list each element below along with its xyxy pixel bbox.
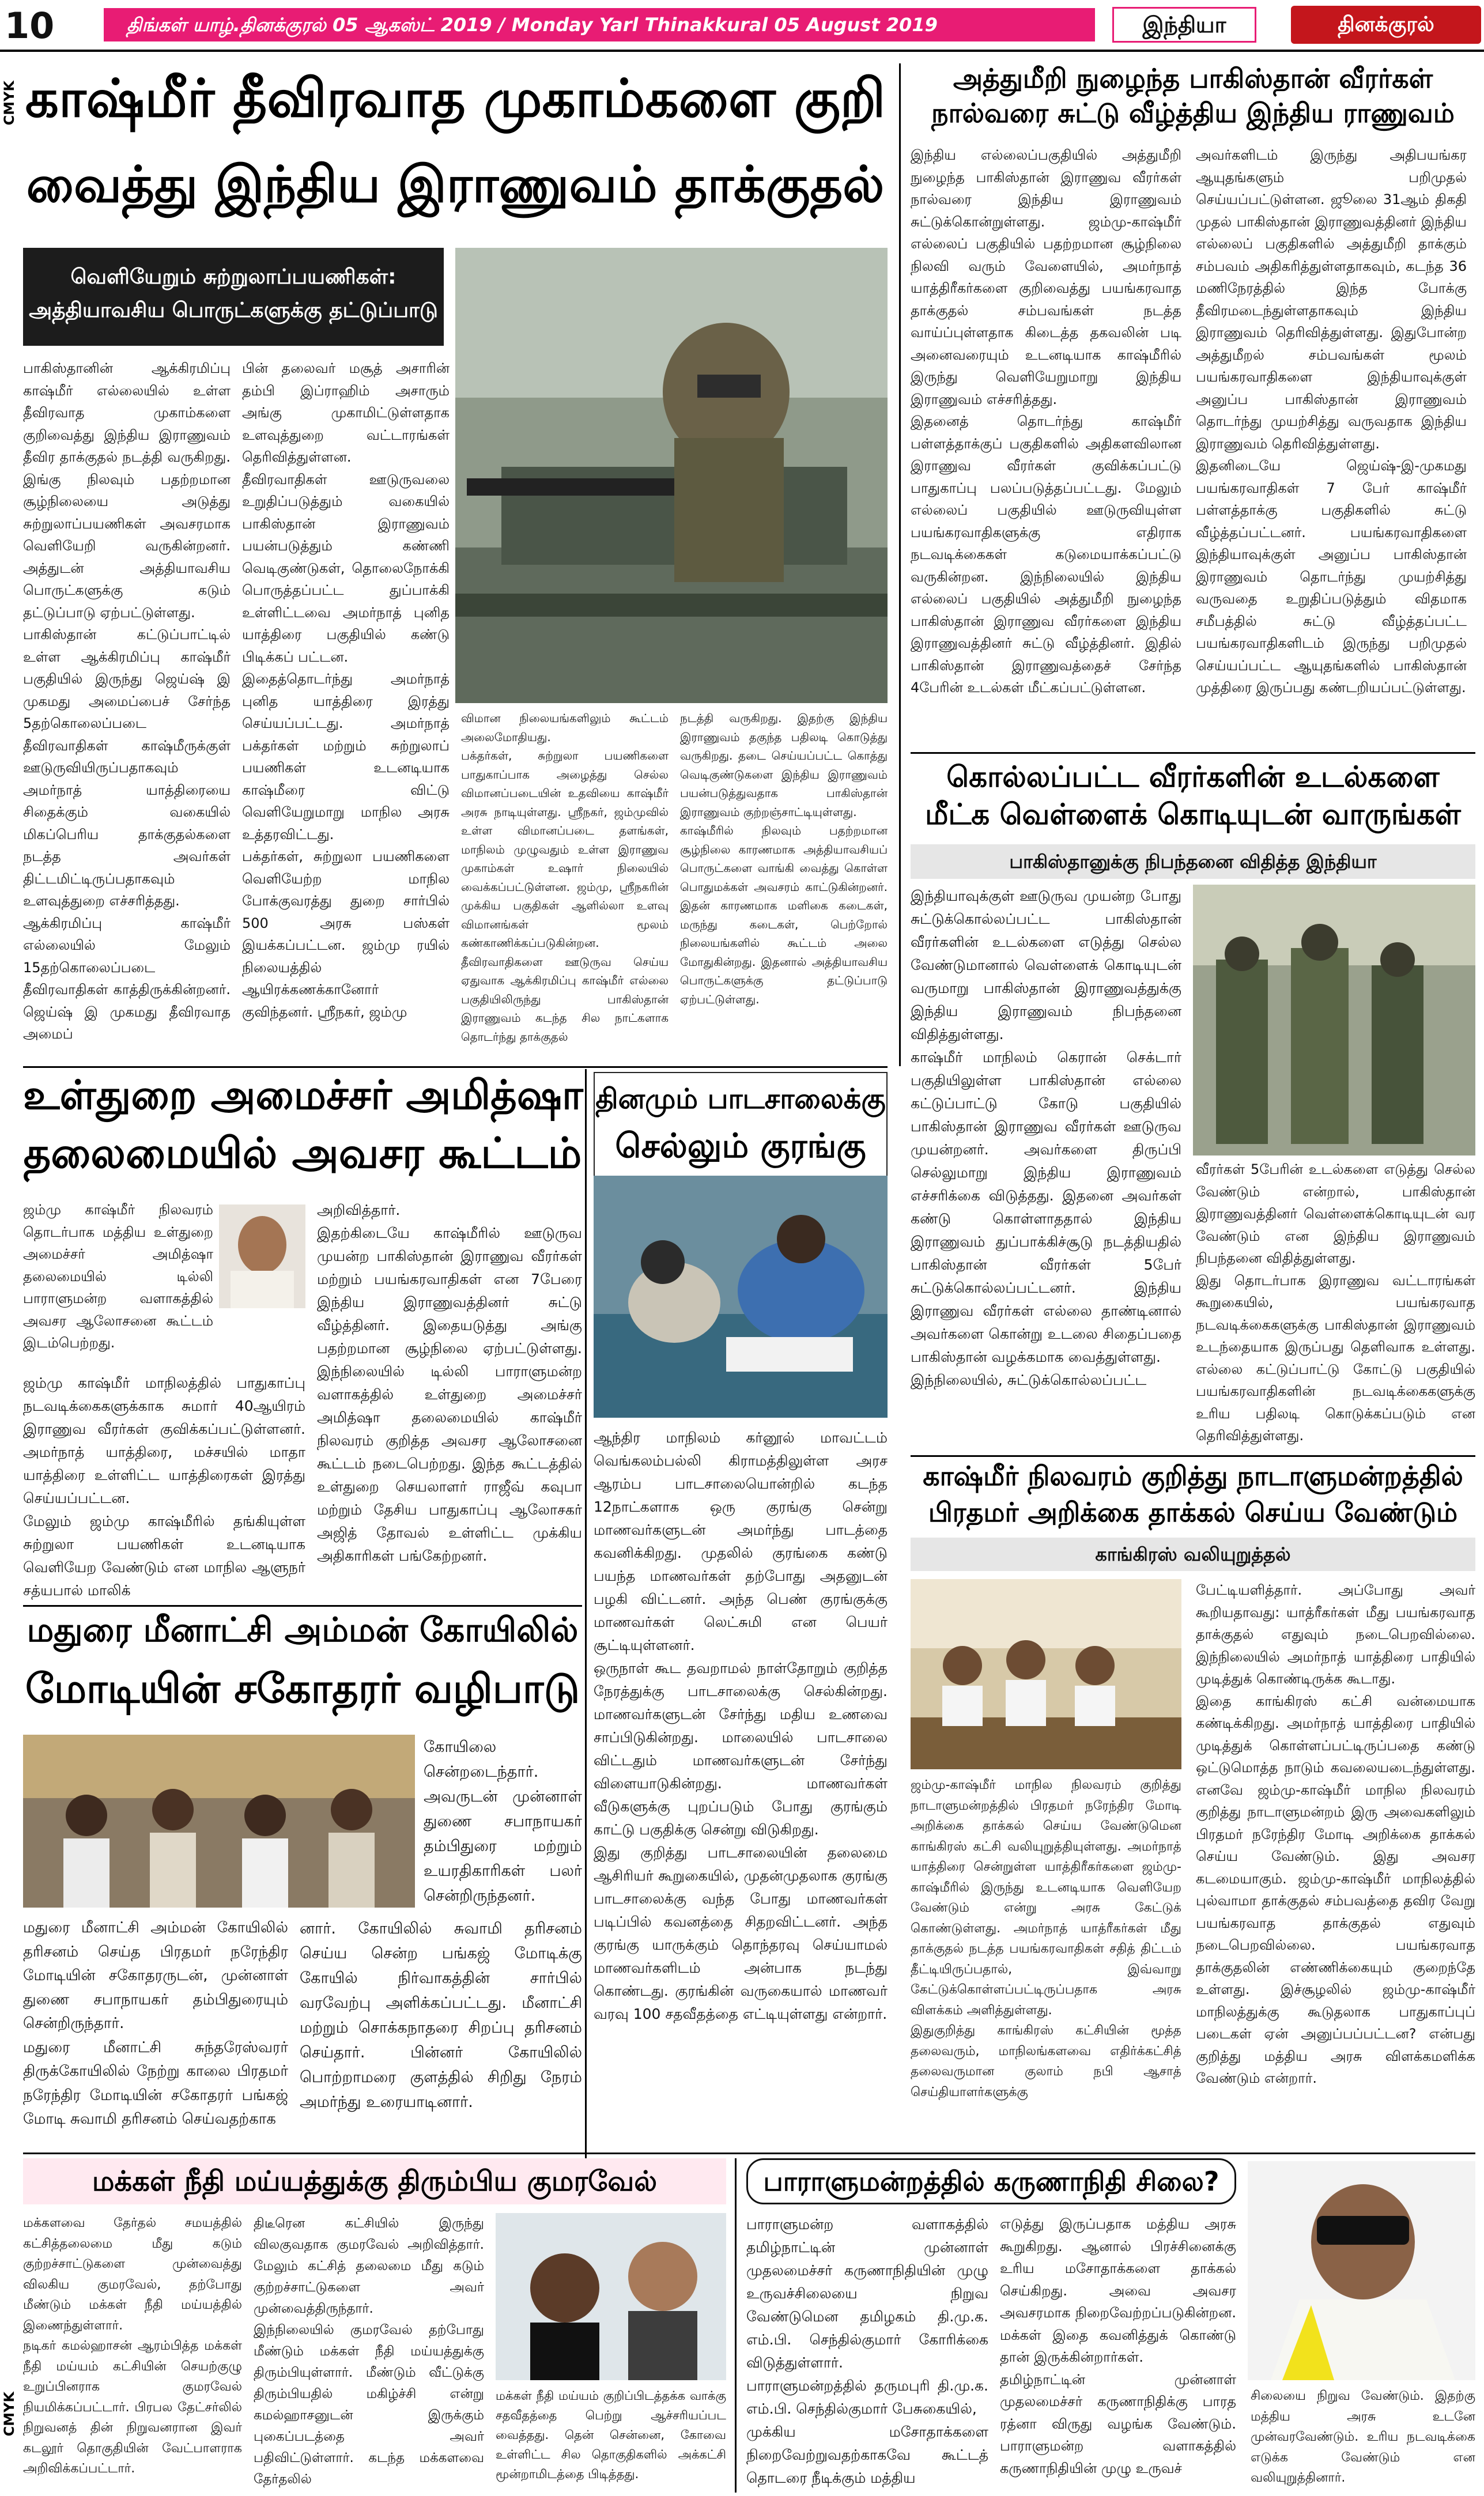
section-rule: [911, 1455, 1475, 1457]
lead-body-col2: பின் தலைவர் மசூத் அசாரின் தம்பி இப்ராஹிம் அசாரும் அங்கு முகாமிட்டுள்ளதாக உளவுத்துறை வட்டாரங்கள் தெரிவித்துள்ளன. தீவிரவாதிகள் ஊடுருவலை உறுதிப்படுத்தும் வகையில் பாகிஸ்தான் இராணுவம் பயன்படுத்தும் கண்ணி வெடிகுண்டுகள், தொலைநோக்கி பொருத்தப்பட்ட துப்பாக்கி உள்ளிட்டவை அமர்நாத் புனித யாத்திரை பகுதியில் கண்டு பிடிக்கப் பட்டன. இதைத்தொடர்ந்து அமர்நாத் புனித யாத்திரை இரத்து செய்யப்பட்டது. அமர்நாத் பக்தர்கள் மற்றும் சுற்றுலாப் பயணிகள் உடனடியாக காஷ்மீரை விட்டு வெளியேறுமாறு மாநில அரசு உத்தரவிட்டது. பக்தர்கள், சுற்றுலா பயணிகளை வெளியேற்ற மாநில போக்குவரத்து துறை சார்பில் 500 அரசு பஸ்கள் இயக்கப்பட்டன. ஜம்மு ரயில் நிலையத்தில் ஆயிரக்கணக்கானோர் குவிந்தனர். ஸ்ரீநகர், ஜம்மு: [242, 360, 450, 1020]
lead-body-col1: பாகிஸ்தானின் ஆக்கிரமிப்பு காஷ்மீர் எல்லையில் உள்ள தீவிரவாத முகாம்களை குறிவைத்து இந்திய இராணுவம் தீவிர தாக்குதல் நடத்தி வருகிறது. இங்கு நிலவும் பதற்றமான சூழ்நிலையை அடுத்து சுற்றுலாப்பயணிகள் அவசரமாக வெளியேறி வருகின்றனர். அத்துடன் அத்தியாவசிய பொருட்களுக்கு கடும் தட்டுப்பாடு ஏற்பட்டுள்ளது. பாகிஸ்தான் கட்டுப்பாட்டில் உள்ள ஆக்கிரமிப்பு காஷ்மீர் பகுதியில் இருந்து ஜெய்ஷ் இ முகமது அமைப்பைச் சேர்ந்த 5தற்கொலைப்படை தீவிரவாதிகள் காஷ்மீருக்குள் ஊடுருவியிருப்பதாகவும் அமர்நாத் யாத்திரையை சிதைக்கும் வகையில் மிகப்பெரிய தாக்குதல்களை நடத்த அவர்கள் திட்டமிட்டிருப்பதாகவும் உளவுத்துறை எச்சரித்தது. ஆக்கிரமிப்பு காஷ்மீர் எல்லையில் மேலும் 15தற்கொலைப்படை தீவிரவாதிகள் காத்திருக்கின்றனர். ஜெய்ஷ் இ முகமது தீவிரவாத அமைப்: [23, 360, 231, 1042]
infiltration-body-col2: அவர்களிடம் இருந்து அதிபயங்கர ஆயுதங்களும் பறிமுதல் செய்யப்பட்டுள்ளன. ஜூலை 31ஆம் திகதி முதல் பாகிஸ்தான் இராணுவத்தினர் இந்திய எல்லைப் பகுதிகளில் அத்துமீறி தாக்கும் சம்பவம் அதிகரித்துள்ளதாகவும், கடந்த 36 மணிநேரத்தில் இந்த போக்கு தீவிரமடைந்துள்ளதாகவும் இந்திய இராணுவம் தெரிவித்துள்ளது. இதுபோன்ற அத்துமீறல் சம்பவங்கள் மூலம் பயங்கரவாதிகளை இந்தியாவுக்குள் அனுப்ப பாகிஸ்தான் இராணுவம் தொடர்ந்து முயற்சித்து வருவதாக இந்திய இராணுவம் தெரிவித்துள்ளது. இதனிடையே ஜெய்ஷ்-இ-முகமது பயங்கரவாதிகள் 7 பேர் காஷ்மீர் பள்ளத்தாக்கு பகுதிகளில் சுட்டு வீழ்த்தப்பட்டனர். பயங்கரவாதிகளை இந்தியாவுக்குள் அனுப்ப பாகிஸ்தான் இராணுவம் தொடர்ந்து முயற்சித்து வருவதை உறுதிப்படுத்தும் விதமாக சமீபத்தில் சுட்டு வீழ்த்தப்பட்ட பயங்கரவாதிகளிடம் இருந்து பறிமுதல் செய்யப்பட்ட ஆயுதங்களில் பாகிஸ்தான் முத்திரை இருப்பது கண்டறியப்பட்டுள்ளது.: [1196, 147, 1467, 696]
newspaper-logo: தினக்குரல்: [1291, 6, 1481, 44]
pankaj-modi-temple-photo: [23, 1735, 415, 1908]
karunanidhi-photo: [1248, 2161, 1475, 2380]
bodies-headline-line2: மீட்க வெள்ளைக் கொடியுடன் வாருங்கள்: [925, 798, 1461, 831]
madurai-body-right: கோயிலை சென்றடைந்தார். அவருடன் முன்னாள் துணை சபாநாயகர் தம்பிதுரை மற்றும் உயரதிகாரிகள் பலர் சென்றிருந்தனர்.: [424, 1738, 582, 1905]
lead-kicker-line1: வெளியேறும் சுற்றுலாப்பயணிகள்:: [70, 265, 397, 289]
lead-headline-line2: வைத்து இந்திய இராணுவம் தாக்குதல்: [26, 155, 885, 214]
statue-headline: பாராளுமன்றத்தில் கருணாநிதி சிலை?: [763, 2166, 1219, 2197]
meeting-headline-line2: தலைமையில் அவசர கூட்டம்: [23, 1129, 582, 1178]
soldier-photo: [455, 248, 888, 703]
page-number: 10: [5, 5, 55, 47]
lead-body-col3: விமான நிலையங்களிலும் கூட்டம் அலைமோதியது. பக்தர்கள், சுற்றுலா பயணிகளை பாதுகாப்பாக அழைத்து செல்ல விமானப்படையின் உதவியை காஷ்மீர் அரசு நாடியுள்ளது. ஸ்ரீநகர், ஜம்முவில் உள்ள விமானப்படை தளங்கள், மாநிலம் முழுவதும் உள்ள இராணுவ முகாம்கள் உஷார் நிலையில் வைக்கப்பட்டுள்ளன. ஜம்மு, ஸ்ரீநகரின் முக்கிய பகுதிகள் ஆளில்லா உளவு விமானங்கள் மூலம் கண்காணிக்கப்படுகின்றன. தீவிரவாதிகளை ஊடுருவ செய்ய ஏதுவாக ஆக்கிரமிப்பு காஷ்மீர் எல்லை பகுதியிலிருந்து பாகிஸ்தான் இராணுவம் கடந்த சில நாட்களாக தொடர்ந்து தாக்குதல்: [461, 711, 669, 1044]
statement-headline-line2: பிரதமர் அறிக்கை தாக்கல் செய்ய வேண்டும்: [928, 1497, 1458, 1528]
monkey-story: [594, 1072, 888, 2150]
madurai-headline-line1: மதுரை மீனாட்சி அம்மன் கோயிலில்: [27, 1610, 579, 1649]
monkey-headline-line2: செல்லும் குரங்கு: [615, 1126, 866, 1166]
meeting-body-col2: அறிவித்தார். இதற்கிடையே காஷ்மீரில் ஊடுருவ முயன்ற பாகிஸ்தான் இராணுவ வீரர்கள் மற்றும் பயங்கரவாதிகள் என 7பேரை இந்திய இராணுவத்தினர் சுட்டு வீழ்த்தினர். இதையடுத்து அங்கு பதற்றமான சூழ்நிலை ஏற்பட்டுள்ளது. இந்நிலையில் டில்லி பாராளுமன்ற வளாகத்தில் உள்துறை அமைச்சர் அமித்ஷா தலைமையில் காஷ்மீர் நிலவரம் குறித்த அவசர ஆலோசனை கூட்டம் நடைபெற்றது. இந்த கூட்டத்தில் உள்துறை செயலாளர் ராஜீவ் கவுபா மற்றும் தேசிய பாதுகாப்பு ஆலோசகர் அஜித் தோவல் உள்ளிட்ட முக்கிய அதிகாரிகள் பங்கேற்றனர்.: [317, 1202, 582, 1564]
infiltration-headline-line1: அத்துமீறி நுழைந்த பாகிஸ்தான் வீரர்கள்: [953, 63, 1433, 94]
meeting-headline-line1: உள்துறை அமைச்சர் அமித்ஷா: [23, 1071, 583, 1119]
kumaravel-headline-box: [23, 2158, 726, 2204]
monkey-headline-line1: தினமும் பாடசாலைக்கு: [595, 1083, 886, 1115]
meeting-body-col1-bottom: ஜம்மு காஷ்மீர் மாநிலத்தில் பாதுகாப்பு நடவடிக்கைகளுக்காக சுமார் 40ஆயிரம் இராணுவ வீரர்கள் குவிக்கப்பட்டுள்ளனர். அமர்நாத் யாத்திரை, மச்சயில் மாதா யாத்திரை உள்ளிட்ட யாத்திரைகள் இரத்து செய்யப்பட்டன. மேலும் ஜம்மு காஷ்மீரில் தங்கியுள்ள சுற்றுலா பயணிகள் உடனடியாக வெளியேற வேண்டும் என மாநில ஆளுநர் சத்யபால் மாலிக்: [23, 1375, 305, 1599]
madurai-headline-line2: மோடியின் சகோதரர் வழிபாடு: [25, 1665, 580, 1712]
amit-shah-photo: [219, 1204, 305, 1308]
kumaravel-body-col1: மக்களவை தேர்தல் சமயத்தில் கட்சித்தலைமை மீது கடும் குற்றச்சாட்டுகளை முன்வைத்து விலகிய குமரவேல், தற்போது மீண்டும் மக்கள் நீதி மய்யத்தில் இணைந்துள்ளார். நடிகர் கமல்ஹாசன் ஆரம்பித்த மக்கள் நீதி மய்யம் கட்சியின் செயற்குழு உறுப்பினராக குமரவேல் நியமிக்கப்பட்டார். பிரபல தேட்சர்லில் நிறுவனத் தின் நிறுவனரான இவர் கடலூர் தொகுதியின் வேட்பாளராக அறிவிக்கப்பட்டார்.: [23, 2216, 242, 2476]
lead-kicker-box: [23, 248, 444, 346]
section-rule: [911, 752, 1475, 754]
infiltration-body-col1: இந்திய எல்லைப்பகுதியில் அத்துமீறி நுழைந்த பாகிஸ்தான் இராணுவ வீரர்கள் நால்வரை இந்திய இராணுவம் சுட்டுக்கொன்றுள்ளது. ஜம்மு-காஷ்மீர் எல்லைப் பகுதியில் பதற்றமான சூழ்நிலை நிலவி வரும் வேளையில், அமர்நாத் யாத்திரீகர்களை குறிவைத்து பயங்கரவாத தாக்குதல் சம்பவங்கள் நடத்த வாய்ப்புள்ளதாக கிடைத்த தகவலின் படி அனைவரையும் உடனடியாக காஷ்மீரில் இருந்து வெளியேறுமாறு இந்திய இராணுவம் எச்சரித்தது. இதனைத் தொடர்ந்து காஷ்மீர் பள்ளத்தாக்குப் பகுதிகளில் அதிகளவிலான இராணுவ வீரர்கள் குவிக்கப்பட்டு பாதுகாப்பு பலப்படுத்தப்பட்டது. மேலும் எல்லைப் பகுதியில் ஊடுருவியுள்ள பயங்கரவாதிகளுக்கு எதிராக நடவடிக்கைகள் கடுமையாக்கப்பட்டு வருகின்றன. இந்நிலையில் இந்திய எல்லைப் பகுதியில் அத்துமீறி நுழைந்த பாகிஸ்தான் இராணுவ வீரர்களை இந்திய இராணுவத்தினர் சுட்டு வீழ்த்தினர். இதில் பாகிஸ்தான் இராணுவத்தைச் சேர்ந்த 4பேரின் உடல்கள் மீட்கப்பட்டுள்ளன.: [911, 147, 1181, 696]
bottom-band-rule: [23, 2153, 1475, 2154]
section-rule: [23, 1605, 582, 1607]
meeting-body-col1-top: ஜம்மு காஷ்மீர் நிலவரம் தொடர்பாக மத்திய உள்துறை அமைச்சர் அமித்ஷா தலைமையில் டில்லி பாராளுமன்ற வளாகத்தில் அவசர ஆலோசனை கூட்டம் இடம்பெற்றது.: [23, 1202, 213, 1351]
soldiers-photo: [1193, 885, 1475, 1156]
date-line: திங்கள் யாழ்.தினக்குரல் 05 ஆகஸ்ட் 2019 / Monday Yarl Thinakkural 05 August 2019: [104, 8, 1095, 41]
kumaravel-kamal-photo: [496, 2213, 726, 2380]
madurai-body-col1: மதுரை மீனாட்சி அம்மன் கோயிலில் தரிசனம் செய்த பிரதமர் நரேந்திர மோடியின் சகோதரருடன், முன்னாள் துணை சபாநாயகர் தம்பிதுரையும் சென்றிருந்தார். மதுரை மீனாட்சி சுந்தரேஸ்வரர் திருக்கோயிலில் நேற்று காலை பிரதமர் நரேந்திர மோடியின் சகோதரர் பங்கஜ் மோடி சுவாமி தரிசனம் செய்வதற்காக: [23, 1919, 288, 2128]
statement-body-col1: ஜம்மு-காஷ்மீர் மாநில நிலவரம் குறித்து நாடாளுமன்றத்தில் பிரதமர் நரேந்திர மோடி அறிக்கை தாக்கல் செய்ய வேண்டுமென காங்கிரஸ் கட்சி வலியுறுத்தியுள்ளது. அமர்நாத் யாத்திரை சென்றுள்ள யாத்திரீகர்களை ஜம்மு-காஷ்மீரில் இருந்து உடனடியாக வெளியேற வேண்டும் என்று அரசு கேட்டுக் கொண்டுள்ளது. அமர்நாத் யாத்ரீகர்கள் மீது தாக்குதல் நடத்த பயங்கரவாதிகள் சதித் திட்டம் தீட்டியிருப்பதால், இவ்வாறு கேட்டுக்கொள்ளப்பட்டிருப்பதாக அரசு விளக்கம் அளித்துள்ளது. இதுகுறித்து காங்கிரஸ் கட்சியின் மூத்த தலைவரும், மாநிலங்களவை எதிர்க்கட்சித் தலைவருமான குலாம் நபி ஆசாத் செய்தியாளர்களுக்கு: [911, 1778, 1181, 2099]
column-rule-main: [899, 63, 901, 1066]
masthead: [0, 0, 1484, 47]
bodies-subhead: பாகிஸ்தானுக்கு நிபந்தனை விதித்த இந்தியா: [911, 844, 1475, 879]
column-rule: [735, 2158, 737, 2493]
statue-headline-box: [746, 2158, 1236, 2204]
monkey-classroom-photo: [594, 1176, 888, 1418]
statue-body-col3: சிலையை நிறுவ வேண்டும். இதற்கு மத்திய அரசு உடனே முன்வரவேண்டும். உரிய நடவடிக்கை எடுக்க வேண்டும் என வலியுறுத்தினார்.: [1251, 2389, 1475, 2485]
section-rule: [23, 1066, 888, 1068]
kumaravel-body-col2: திடீரென கட்சியில் இருந்து விலகுவதாக குமரவேல் அறிவித்தார். மேலும் கட்சித் தலைமை மீது கடும் குற்றச்சாட்டுகளை அவர் முன்வைத்திருந்தார். இந்நிலையில் குமரவேல் தற்போது மீண்டும் மக்கள் நீதி மய்யத்துக்கு திரும்பியுள்ளார். மீண்டும் வீட்டுக்கு திரும்பியதில் மகிழ்ச்சி என்று கமல்ஹாசனுடன் இருக்கும் புகைப்படத்தை அவர் பதிவிட்டுள்ளார். கடந்த மக்களவை தேர்தலில்: [254, 2216, 484, 2487]
statement-headline-line1: காஷ்மீர் நிலவரம் குறித்து நாடாளுமன்றத்தில்: [923, 1460, 1463, 1491]
congress-press-photo: [911, 1579, 1181, 1769]
statue-body-col2: எடுத்து இருப்பதாக மத்திய அரசு கூறுகிறது. ஆனால் பிரச்சினைக்கு உரிய மசோதாக்களை தாக்கல் செய்கிறது. அவை அவசர அவசரமாக நிறைவேற்றப்படுகின்றன. மக்கள் இதை கவனித்துக் கொண்டு தான் இருக்கின்றார்கள். தமிழ்நாட்டின் முன்னாள் முதலமைச்சர் கருணாநிதிக்கு பாரத ரத்னா விருது வழங்க வேண்டும். பாராளுமன்ற வளாகத்தில் கருணாநிதியின் முழு உருவச்: [1000, 2216, 1236, 2476]
section-label: இந்தியா: [1112, 7, 1256, 43]
masthead-rule: [0, 50, 1484, 52]
column-rule: [585, 1069, 587, 2164]
cmyk-mark-bottom: CMYK: [1, 2392, 17, 2437]
lead-kicker-line2: அத்தியாவசிய பொருட்களுக்கு தட்டுப்பாடு: [29, 299, 438, 322]
kumaravel-headline: மக்கள் நீதி மய்யத்துக்கு திரும்பிய குமரவேல்: [92, 2165, 658, 2197]
statement-subhead: காங்கிரஸ் வலியுறுத்தல்: [911, 1538, 1475, 1571]
kumaravel-body-col3: மக்கள் நீதி மய்யம் குறிப்பிடத்தக்க வாக்கு சதவீதத்தை பெற்று ஆச்சரியப்பட வைத்தது. தென் சென்னை, கோவை உள்ளிட்ட சில தொகுதிகளில் அக்கட்சி மூன்றாமிடத்தை பிடித்தது.: [496, 2389, 726, 2481]
monkey-body: ஆந்திர மாநிலம் கர்னூல் மாவட்டம் வெங்கலம்பல்லி கிராமத்திலுள்ள அரச ஆரம்ப பாடசாலையொன்றில் கடந்த 12நாட்களாக ஒரு குரங்கு சென்று மாணவர்களுடன் அமர்ந்து பாடத்தை கவனிக்கிறது. முதலில் குரங்கை கண்டு பயந்த மாணவர்கள் தற்போது அதனுடன் பழகி விட்டனர். அந்த பெண் குரங்குக்கு மாணவர்கள் லெட்சுமி என பெயர் சூட்டியுள்ளனர். ஒருநாள் கூட தவறாமல் நாள்தோறும் குறித்த நேரத்துக்கு பாடசாலைக்கு செல்கின்றது. மாணவர்களுடன் சேர்ந்து மதிய உணவை சாப்பிடுகின்றது. மாலையில் பாடசாலை விட்டதும் மாணவர்களுடன் சேர்ந்து விளையாடுகின்றது. மாணவர்கள் வீடுகளுக்கு புறப்படும் போது குரங்கும் காட்டு பகுதிக்கு சென்று விடுகிறது. இது குறித்து பாடசாலையின் தலைமை ஆசிரியர் கூறுகையில், முதன்முதலாக குரங்கு பாடசாலைக்கு வந்த போது மாணவர்கள் படிப்பில் கவனத்தை சிதறவிட்டனர். அந்த குரங்கு யாருக்கும் தொந்தரவு செய்யாமல் மாணவர்களிடம் அன்பாக நடந்து கொண்டது. குரங்கின் வருகையால் மாணவர் வரவு 100 சதவீதத்தை எட்டியுள்ளது என்றார்.: [594, 1429, 888, 2022]
infiltration-headline-line2: நால்வரை சுட்டு வீழ்த்திய இந்திய ராணுவம்: [931, 97, 1455, 129]
lead-headline-line1: காஷ்மீர் தீவிரவாத முகாம்களை குறி: [25, 69, 886, 129]
bodies-body-col1: இந்தியாவுக்குள் ஊடுருவ முயன்ற போது சுட்டுக்கொல்லப்பட்ட பாகிஸ்தான் வீரர்களின் உடல்களை எடுத்து செல்ல வேண்டுமானால் வெள்ளைக் கொடியுடன் வருமாறு பாகிஸ்தான் இராணுவத்துக்கு இந்திய இராணுவம் நிபந்தனை விதித்துள்ளது. காஷ்மீர் மாநிலம் கெரான் செக்டார் பகுதியிலுள்ள பாகிஸ்தான் எல்லை கட்டுப்பாட்டு கோடு பகுதியில் பாகிஸ்தான் இராணுவ வீரர்கள் ஊடுருவ முயன்றனர். அவர்களை திருப்பி செல்லுமாறு இந்திய இராணுவம் எச்சரிக்கை விடுத்தது. இதனை அவர்கள் கண்டு கொள்ளாததால் இந்திய இராணுவம் துப்பாக்கிச்சூடு நடத்தியதில் பாகிஸ்தான் வீரர்கள் 5பேர் சுட்டுக்கொல்லப்பட்டனர். இந்திய இராணுவ வீரர்கள் எல்லை தாண்டினால் அவர்களை கொன்று உடலை சிதைப்பதை பாகிஸ்தான் வழக்கமாக வைத்துள்ளது. இந்நிலையில், சுட்டுக்கொல்லப்பட்ட: [911, 888, 1181, 1388]
lead-body-col4: நடத்தி வருகிறது. இதற்கு இந்திய இராணுவம் தகுந்த பதிலடி கொடுத்து வருகிறது. தடை செய்யப்பட்ட கொத்து வெடிகுண்டுகளை இந்திய இராணுவம் பயன்படுத்துவதாக பாகிஸ்தான் இராணுவம் குற்றஞ்சாட்டியுள்ளது. காஷ்மீரில் நிலவும் பதற்றமான சூழ்நிலை காரணமாக அத்தியாவசியப் பொருட்களை வாங்கி வைத்து கொள்ள பொதுமக்கள் அவசரம் காட்டுகின்றனர். இதன் காரணமாக மளிகை கடைகள், மருந்து கடைகள், பெற்றோல் நிலையங்களில் கூட்டம் அலை மோதுகின்றது. இதனால் அத்தியாவசிய பொருட்களுக்கு தட்டுப்பாடு ஏற்பட்டுள்ளது.: [680, 711, 888, 1006]
bodies-headline-line1: கொல்லப்பட்ட வீரர்களின் உடல்களை: [946, 760, 1440, 794]
statement-body-col2: பேட்டியளித்தார். அப்போது அவர் கூறியதாவது: யாத்ரீகர்கள் மீது பயங்கரவாத தாக்குதல் எதுவும் நடைபெறவில்லை. இந்நிலையில் அமர்நாத் யாத்திரை பாதியில் முடித்துக் கொண்டிருக்க கூடாது. இதை காங்கிரஸ் கட்சி வன்மையாக கண்டிக்கிறது. அமர்நாத் யாத்திரை பாதியில் முடித்துக் கொள்ளப்பட்டிருப்பதை கண்டு ஒட்டுமொத்த நாடும் கவலையடைந்துள்ளது. எனவே ஜம்மு-காஷ்மீர் மாநில நிலவரம் குறித்து நாடாளுமன்றம் இரு அவைகளிலும் பிரதமர் நரேந்திர மோடி அறிக்கை தாக்கல் செய்ய வேண்டும். இது அவசர கடமையாகும். ஜம்மு-காஷ்மீர் மாநிலத்தில் புல்வாமா தாக்குதல் சம்பவத்தை தவிர வேறு பயங்கரவாத தாக்குதல் எதுவும் நடைபெறவில்லை. பயங்கரவாத தாக்குதலின் எண்ணிக்கையும் குறைந்தே உள்ளது. இச்சூழலில் ஜம்மு-காஷ்மீர் மாநிலத்துக்கு கூடுதலாக பாதுகாப்புப் படைகள் ஏன் அனுப்பப்பட்டன? என்பது குறித்து மத்திய அரசு விளக்கமளிக்க வேண்டும் என்றார்.: [1196, 1582, 1475, 2086]
madurai-body-col2: னார். கோயிலில் சுவாமி தரிசனம் செய்ய சென்ற பங்கஜ் மோடிக்கு கோயில் நிர்வாகத்தின் சார்பில் வரவேற்பு அளிக்கப்பட்டது. மீனாட்சி மற்றும் சொக்கநாதரை சிறப்பு தரிசனம் செய்தார். பின்னர் கோயிலில் பொற்றாமரை குளத்தில் சிறிது நேரம் அமர்ந்து உரையாடினார்.: [300, 1920, 582, 2111]
cmyk-mark-top: CMYK: [1, 81, 17, 126]
bodies-body-col2: வீரர்கள் 5பேரின் உடல்களை எடுத்து செல்ல வேண்டும் என்றால், பாகிஸ்தான் இராணுவத்தினர் வெள்ளைக்கொடியுடன் வர வேண்டும் என இந்திய இராணுவம் நிபந்தனை விதித்துள்ளது. இது தொடர்பாக இராணுவ வட்டாரங்கள் கூறுகையில், பயங்கரவாத நடவடிக்கைகளுக்கு பாகிஸ்தான் இராணுவம் உடந்தையாக இருப்பது தெளிவாக உள்ளது. எல்லை கட்டுப்பாட்டு கோட்டு பகுதியில் பயங்கரவாதிகளின் நடவடிக்கைகளுக்கு உரிய பதிலடி கொடுக்கப்படும் என தெரிவித்துள்ளது.: [1196, 1161, 1475, 1444]
statue-body-col1: பாராளுமன்ற வளாகத்தில் தமிழ்நாட்டின் முன்னாள் முதலமைச்சர் கருணாநிதியின் முழு உருவச்சிலையை நிறுவ வேண்டுமென தமிழகம் தி.மு.க. எம்.பி. செந்தில்குமார் கோரிக்கை விடுத்துள்ளார். பாராளுமன்றத்தில் தருமபுரி தி.மு.க. எம்.பி. செந்தில்குமார் பேசுகையில், முக்கிய மசோதாக்களை நிறைவேற்றுவதற்காகவே கூட்டத் தொடரை நீடிக்கும் மத்திய: [746, 2216, 988, 2486]
